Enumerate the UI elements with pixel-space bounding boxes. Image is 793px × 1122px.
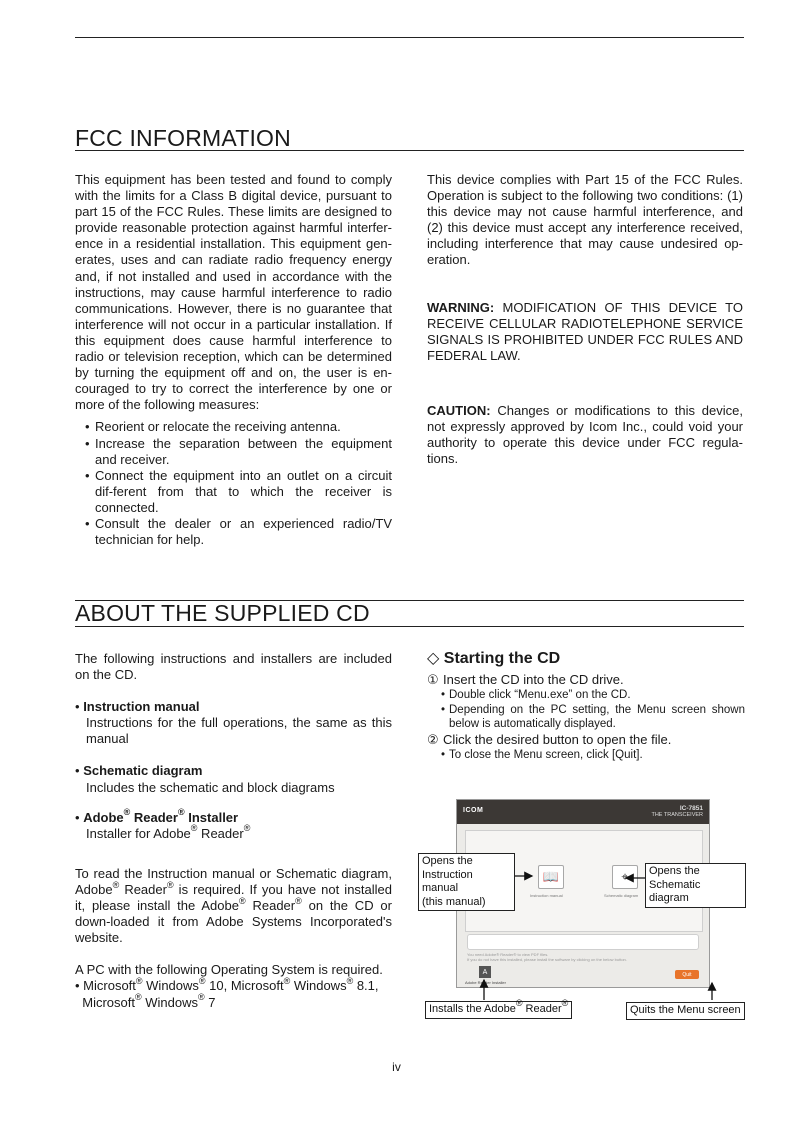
starting-cd-title: Starting the CD [443,650,561,667]
note-line: If you do not have this installed, please install the software by clicking on the below button. [467,957,627,962]
pc-requirement-text: A PC with the following Operating System is required. [75,962,383,978]
adobe-installer-icon[interactable]: A [479,966,491,978]
step-number: ② [427,731,439,747]
item-description: Instructions for the full operations, the same as this manual [86,715,392,747]
diamond-icon: ◇ [427,650,440,667]
model-name: IC-7851 [679,805,703,812]
icom-logo: ICOM [463,807,484,814]
item-description: Includes the schematic and block diagrams [86,779,335,795]
model-subtitle: THE TRANSCEIVER [651,812,703,818]
item-name: Instruction manual [83,699,200,715]
callout-adobe-reader: Installs the Adobe® Reader® [425,1001,572,1019]
list-item: • Increase the separation between the equipment and receiver. [83,436,392,468]
callout-line: Schematic diagram [649,878,701,904]
schematic-icon[interactable]: ⌖ [612,865,638,889]
callout-quit: Quits the Menu screen [626,1002,745,1020]
os-list: • Microsoft® Windows® 10, Microsoft® Windows® 8.1, Microsoft® Windows® 7 [75,976,379,1010]
item-name: Adobe® Reader® Installer [83,807,239,825]
book-icon[interactable]: 📖 [538,865,564,889]
cd-intro: The following instructions and installers are included on the CD. [75,651,392,683]
step-number: ① [427,672,439,687]
caution-text: Changes or modifications to this device, not expressly approved by Icom Inc., could void your authority to operate this device under FCC regula-tions. [427,403,743,467]
schematic-diagram-label: Schematic diagram [604,893,639,898]
warning-text: MODIFICATION OF THIS DEVICE TO RECEIVE CELLULAR RADIOTELEPHONE SERVICE SIGNALS IS PROHIBITED UNDER FCC RULES AND FEDERAL LAW. [427,300,743,364]
step-text: Insert the CD into the CD drive. [443,672,624,687]
fcc-title: FCC INFORMATION [75,125,291,151]
list-item: • Depending on the PC setting, the Menu screen shown below is automatically displayed. [427,703,745,732]
bullet: • [75,809,80,825]
callout-line: Instruction manual [422,868,473,894]
warning-label: WARNING: [427,300,495,315]
list-item: • Connect the equipment into an outlet on a circuit dif-ferent from that to which the receiver is connected. [83,468,392,516]
list-item: • Consult the dealer or an experienced radio/TV technician for help. [83,516,392,548]
page-number: iv [392,1060,401,1074]
bullet: • [75,699,80,715]
list-item: • To close the Menu screen, click [Quit]. [427,748,745,763]
callout-schematic-diagram [645,863,746,908]
caution-label: CAUTION: [427,403,491,418]
step-text: Click the desired button to open the file. [443,731,672,747]
callout-line: Opens the [422,855,473,867]
callout-line: (this manual) [422,895,486,908]
bullet: • [75,763,80,779]
list-item: • Reorient or relocate the receiving antenna. [83,419,392,435]
cd-title: ABOUT THE SUPPLIED CD [75,600,370,626]
fcc-right-intro: This device complies with Part 15 of the FCC Rules. Operation is subject to the following two conditions: (1) this device may not cause harmful interference, and (2) this device must accept any interference received, including interference that may cause undesired op-eration. [427,172,743,268]
list-item: • Double click “Menu.exe” on the CD. [427,688,745,703]
instruction-manual-label: Instruction manual [530,893,563,898]
callout-line: Opens the [649,865,700,877]
note-line: You need Adobe® Reader® to view PDF files. [467,952,549,957]
adobe-installer-label: Adobe Reader Installer [465,980,506,985]
callout-instruction-manual [418,853,515,911]
fcc-left-intro: This equipment has been tested and found to comply with the limits for a Class B digital device, pursuant to part 15 of the FCC Rules. These limits are designed to provide reasonable protection against harmful interfer-ence in a residential installation. This equipment gen-erates, uses and can radiate radio frequency energy and, if not installed and used in accordance with the instructions, may cause harmful interference to radio communications. However, there is no guarantee that interference will not occur in a particular installation. If this equipment does cause harmful interference to radio or television reception, which can be determined by turning the equipment off and on, the user is en-couraged to try to correct the interference by one or more of the following measures: [75,172,392,413]
item-name: Schematic diagram [83,763,203,779]
item-description: Installer for Adobe® Reader® [86,823,251,841]
adobe-requirement-text: To read the Instruction manual or Schematic diagram, Adobe® Reader® is required. If you have not installed it, please install the Adobe® Reader® on the CD or down-loaded it from Adobe Systems Incorporated's website. [75,865,392,946]
quit-button[interactable]: Quit [675,970,699,979]
